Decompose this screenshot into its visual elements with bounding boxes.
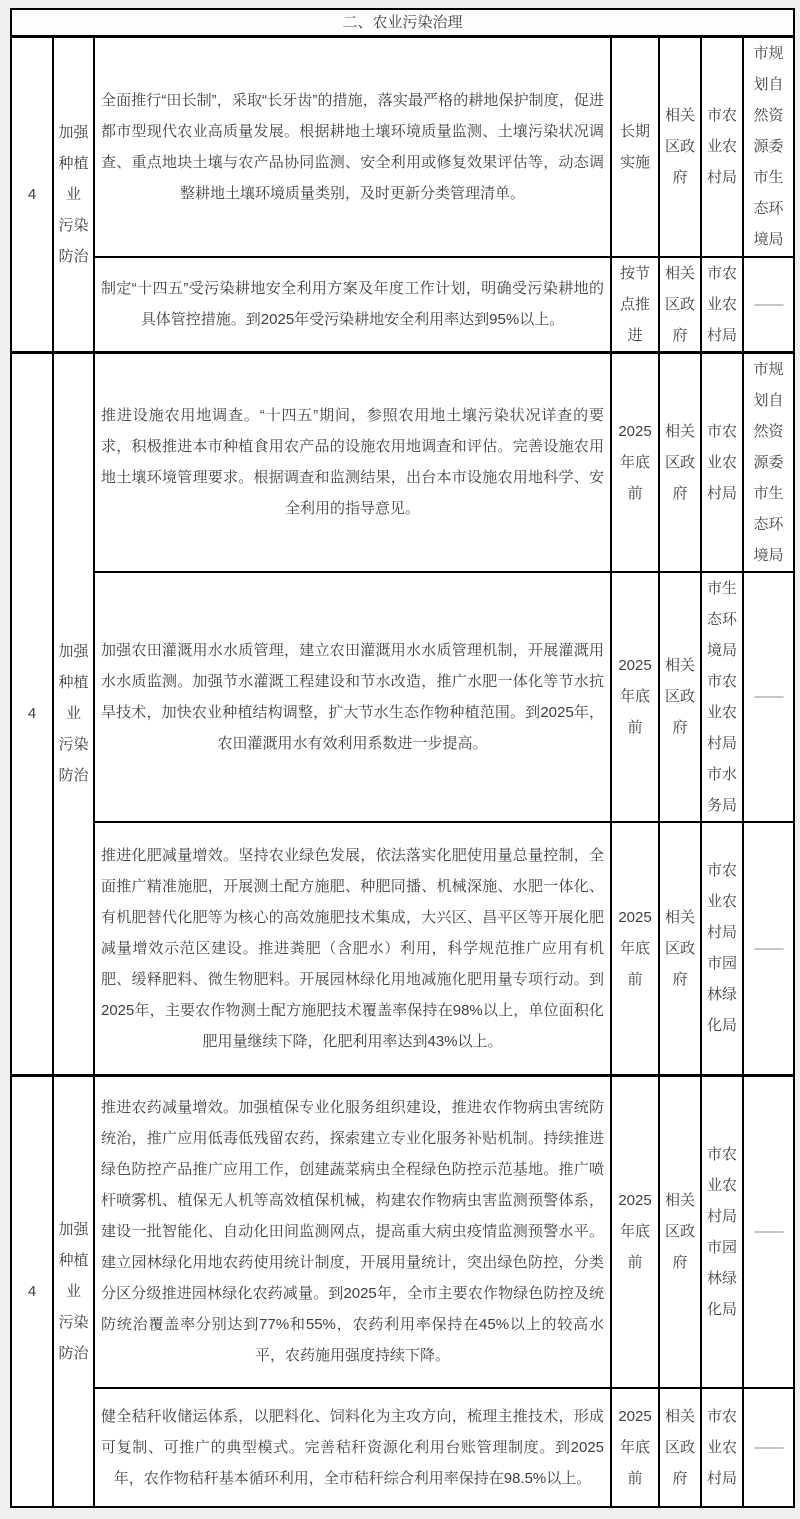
task-category-line: 加强种植业 (58, 1220, 89, 1300)
table-row (11, 822, 794, 1076)
task-description: 健全秸秆收储运体系，以肥料化、饲料化为主攻方向，梳理主推技术，形成可复制、可推广的典型模式。完善秸秆资源化利用台账管理制度。到2025年，农作物秸秆基本循环利用，全市秸秆综合利用率保持在98.5%以上。 (94, 1388, 611, 1507)
task-category (53, 352, 94, 1076)
task-description: 推进农药减量增效。加强植保专业化服务组织建设，推进农作物病虫害统防统治，推广应用低毒低残留农药，探索建立专业化服务补贴机制。持续推进绿色防控产品推广应用工作，创建蔬菜病虫全程绿色防控示范基地。推广喷杆喷雾机、植保无人机等高效植保机械，构建农作物病虫害监测预警体系，建设一批智能化、自动化田间监测网点，提高重大病虫疫情监测预警水平。建立园林绿化用地农药使用统计制度，开展用量统计，突出绿色防控，分类分区分级推进园林绿化农药减量。到2025年，全市主要农作物绿色防控及统防统治覆盖率分别达到77%和55%，农药利用率保持在45%以上的较高水平，农药施用强度持续下降。 (94, 1076, 611, 1388)
task-category-line: 污染防治 (58, 736, 89, 785)
timeline: 2025年底前 (611, 352, 659, 572)
cooperating-department: 市规划自然资源委市生态环境局 (743, 37, 794, 257)
cooperating-department: —— (743, 572, 794, 822)
table-row (11, 1388, 794, 1507)
table-row (11, 352, 794, 572)
section-title: 二、农业污染治理 (11, 9, 794, 37)
row-number: 4 (11, 37, 53, 353)
task-category-line: 加强种植业 (58, 123, 89, 203)
table-row (11, 1076, 794, 1388)
lead-department: 市农业农村局 (701, 37, 743, 257)
task-description: 推进化肥减量增效。坚持农业绿色发展，依法落实化肥使用量总量控制，全面推广精准施肥，开展测土配方施肥、种肥同播、机械深施、水肥一体化、有机肥替代化肥等为核心的高效施肥技术集成，大兴区、昌平区等开展化肥减量增效示范区建设。推进粪肥（含肥水）利用，科学规范推广应用有机肥、缓释肥料、微生物肥料。开展园林绿化用地减施化肥用量专项行动。到2025年，主要农作物测土配方施肥技术覆盖率保持在98%以上，单位面积化肥用量继续下降，化肥利用率达到43%以上。 (94, 822, 611, 1076)
timeline: 按节点推进 (611, 257, 659, 353)
table-row (11, 257, 794, 353)
table-row (11, 37, 794, 257)
task-description: 加强农田灌溉用水水质管理，建立农田灌溉用水水质管理机制，开展灌溉用水水质监测。加强节水灌溉工程建设和节水改造，推广水肥一体化等节水抗旱技术，加快农业种植结构调整，扩大节水生态作物种植范围。到2025年，农田灌溉用水有效利用系数进一步提高。 (94, 572, 611, 822)
timeline: 2025年底前 (611, 1076, 659, 1388)
lead-department: 市农业农村局市园林绿化局 (701, 822, 743, 1076)
responsible-district: 相关区政府 (659, 1076, 701, 1388)
lead-department: 市农业农村局 (701, 1388, 743, 1507)
responsible-district: 相关区政府 (659, 37, 701, 257)
task-category (53, 1076, 94, 1507)
cooperating-department: 市规划自然资源委市生态环境局 (743, 352, 794, 572)
lead-department: 市生态环境局市农业农村局市水务局 (701, 572, 743, 822)
timeline: 2025年底前 (611, 822, 659, 1076)
cooperating-department: —— (743, 822, 794, 1076)
lead-department: 市农业农村局 (701, 352, 743, 572)
task-category-line: 污染防治 (58, 216, 89, 265)
task-description: 制定“十四五”受污染耕地安全利用方案及年度工作计划，明确受污染耕地的具体管控措施。到2025年受污染耕地安全利用率达到95%以上。 (94, 257, 611, 353)
task-description: 全面推行“田长制”，采取“长牙齿”的措施，落实最严格的耕地保护制度，促进都市型现代农业高质量发展。根据耕地土壤环境质量监测、土壤污染状况调查、重点地块土壤与农产品协同监测、安全利用或修复效果评估等，动态调整耕地土壤环境质量类别，及时更新分类管理清单。 (94, 37, 611, 257)
task-category-line: 污染防治 (58, 1313, 89, 1362)
timeline: 长期实施 (611, 37, 659, 257)
task-category (53, 37, 94, 353)
timeline: 2025年底前 (611, 572, 659, 822)
cooperating-department: —— (743, 1076, 794, 1388)
responsible-district: 相关区政府 (659, 1388, 701, 1507)
row-number: 4 (11, 352, 53, 1076)
responsible-district: 相关区政府 (659, 572, 701, 822)
cooperating-department: —— (743, 1388, 794, 1507)
responsible-district: 相关区政府 (659, 822, 701, 1076)
agriculture-pollution-control-table (10, 8, 795, 1508)
row-number: 4 (11, 1076, 53, 1507)
cooperating-department: —— (743, 257, 794, 353)
timeline: 2025年底前 (611, 1388, 659, 1507)
lead-department: 市农业农村局 (701, 257, 743, 353)
table-row (11, 572, 794, 822)
task-description: 推进设施农用地调查。“十四五”期间，参照农用地土壤污染状况详查的要求，积极推进本市种植食用农产品的设施农用地调查和评估。完善设施农用地土壤环境管理要求。根据调查和监测结果，出台本市设施农用地科学、安全利用的指导意见。 (94, 352, 611, 572)
responsible-district: 相关区政府 (659, 257, 701, 353)
task-category-line: 加强种植业 (58, 643, 89, 723)
responsible-district: 相关区政府 (659, 352, 701, 572)
lead-department: 市农业农村局市园林绿化局 (701, 1076, 743, 1388)
